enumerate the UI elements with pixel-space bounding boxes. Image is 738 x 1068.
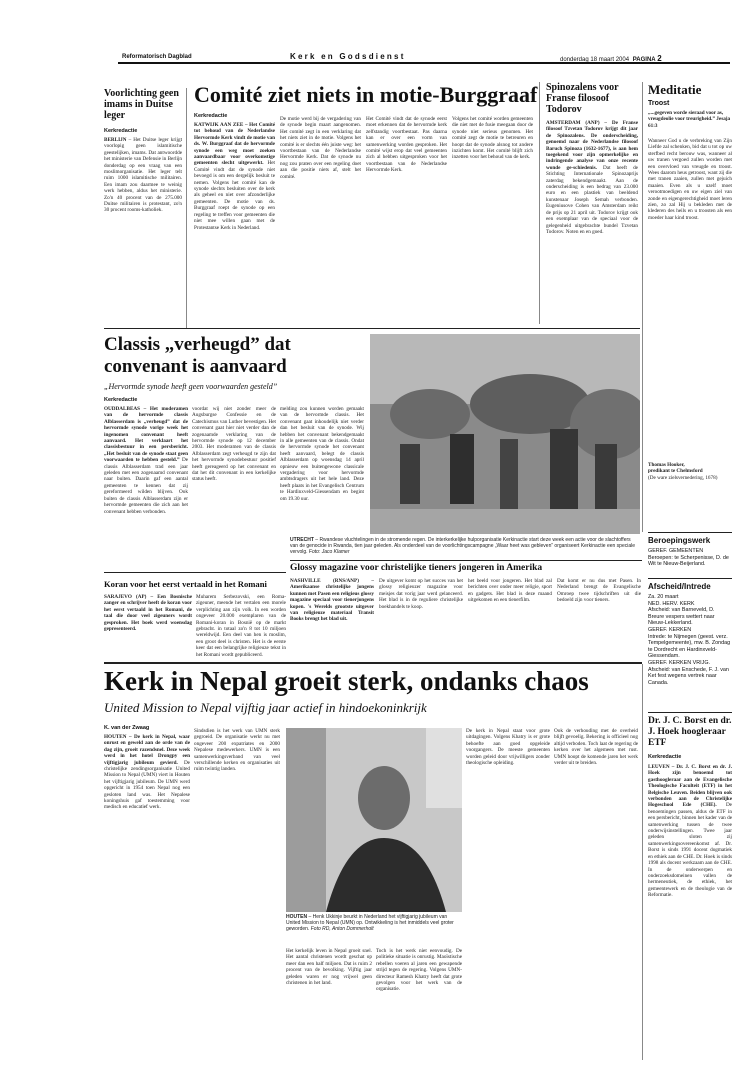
col-divider: [186, 88, 187, 328]
borst-kicker: Kerkredactie: [648, 754, 682, 760]
nepal-col-3: Het kerkelijk leven in Nepal groeit snel. Het aantal christenen wordt geschat op meer dan een half miljoen. Dat is ruim 2 procent van de bevolking. Vijftig jaar geleden waren er nog vrijwel geen christenen in het land.: [286, 948, 372, 987]
glossy-col-4: Dat komt er nu dus met Pasen. In Nederland brengt de Evangelische Omroep twee tijdschriften uit die bedoeld zijn voor tieners.: [557, 578, 641, 604]
nepal-photo-caption-text: – Henk Ukkinje beurkt in Nederland het vijftigjarig jubileum van United Mission to Nepal (UMN) op. Ontwikkeling is het inmiddels veel groter geworden.: [286, 914, 454, 932]
koran-col-2: [196, 594, 286, 658]
nepal-col-6: Ook de verhouding met de overheid blijft gevoelig. Bekering is officieel nog altijd verboden. Toch laat de regering de kerken over het algemeen met rust. UMN hoopt de komende jaren het werk verder uit te breiden.: [554, 728, 638, 767]
borst-rule: [648, 712, 732, 713]
afscheid-entry: Intrede: te Nijmegen (geest. verz. Tempelgemeente), mw. B. Zondag te Dordrecht en Hardinxveld-Giessendam.: [648, 633, 731, 660]
glossy-col-3: het beeld voor jongeren. Het blad zal berichten over onder meer religie, sport en gadgets. Het blad is deze maand uitgekomen en een tienerfilm.: [468, 578, 552, 604]
borst-lead: – Dr. J. C. Borst en dr. J. Hoek zijn benoemd tot gasthoogleraar aan de Evangelische Theologische Faculteit (ETF) in het Belgische Leuven. Beiden blijven ook verbonden aan de Christelijke Hogeschool Ede (CHE).: [648, 764, 732, 809]
afscheid-entry: NED. HERV. KERK: [648, 600, 695, 607]
afscheid-body: [648, 594, 732, 686]
glossy-col-2: De uitgever komt op het succes van het glossy religieuzer magazine voor meisjes dat vorig jaar werd gelanceerd. Het blad is in de reguliere christelijke boekhandels te koop.: [379, 578, 463, 610]
spinoza-article: [546, 82, 638, 324]
glossy-headline: Glossy magazine voor christelijke tieners jongeren in Amerika: [290, 563, 543, 573]
nepal-body-1: De christelijke zendingsorganisatie United Mission to Nepal (UMN) viert in Houten het vijftigjarig jubileum. De UMN werd opgericht in 1954 toen Nepal nog een gesloten land was. Het Nepalese koningshuis gaf toestemming voor medisch en educatief werk.: [104, 759, 190, 811]
borst-body-1: De benoemingen passen, aldus de ETF in een persbericht, binnen het kader van de samenwerking tussen de twee onderwijsinstellingen. Twee jaar geleden sloten zij samenwerkingsovereenkomst af.: [648, 802, 732, 847]
main-headline: Comité ziet niets in motie-Burggraaf: [194, 82, 538, 107]
section-rule: [290, 560, 642, 561]
classis-body-1: De classis Alblasserdam trad een jaar geleden met een zogenaamd convenant naar buiten. Daarin gaf een aantal gemeenten te kennen dat zij gereformeerd wilden blijven. Ook buiten de classis Alblasserdam zijn er hervormde gemeenten die zich aan het convenant hebben verbonden.: [104, 457, 188, 515]
spinoza-body: [546, 120, 638, 324]
glossy-lead: – Amerikaanse christelijke jongens kunnen met Pasen een religieus glossy magazine speciaal voor tienerjongens kopen. 's Werelds grootste uitgever van religieuze materiaal Transit Books brengt het blad uit.: [290, 578, 374, 623]
left-article-dateline: BERLIJN: [104, 137, 127, 143]
afscheid-entry: Afscheid: van Barneveld, D. Breure vespers wettert naar Nieuw-Lekkerland.: [648, 607, 715, 627]
rwanda-caption-credit: Foto: Jaco Klamer: [308, 549, 350, 555]
borst-body-3: In de onderwerpen en onderzoeksdomeinen vallen de hermeneutiek, de ethiek, het gemeentewerk en de theologie van de Reformatie.: [648, 866, 732, 899]
main-col-2: De motie werd bij de vergadering van de synode begin maart aangenomen. Het comité zegt in een verklaring dat het niets ziet in de motie. Volgens het comité is er slechts één juiste weg: het voortbestaan van de Nederlandse Hervormde Kerk. Dat de synode nu nog zou praten over een regeling doet aan die positie niets af, stelt het comité.: [280, 116, 361, 180]
classis-col-1: [104, 406, 188, 568]
main-dateline: KATWIJK AAN ZEE: [194, 122, 244, 128]
rwanda-caption-text: – Rwandese vluchtelingen in de stromende regen. De interkerkelijke hulporganisatie Kerkinactie start deze week een actie voor de slachtoffers van de genocide in Rwanda, tien jaar geleden. Als onderdeel van de voorlichtingscampagne „Waar heet was gebleven” organiseert Kerkinactie een speciale vervolg.: [290, 537, 636, 555]
afscheid-date: Za. 20 maart: [648, 594, 679, 600]
rwanda-photo-image: [370, 334, 640, 534]
col-divider: [539, 82, 540, 324]
rwanda-photo: [370, 334, 640, 534]
nepal-col-5: De kerk in Nepal staat voor grote uitdagingen. Volgens Khatry is er grote behoefte aan goed opgeleide voorgangers. De meeste gemeenten worden geleid door vrijwilligers zonder theologische opleiding.: [466, 728, 550, 767]
classis-col-2: voordat wij niet zonder meer de Augsburgse Confessie en de Catechismus van Luther bevestigen. Het convenant gaat hier niet verder dan de zogenaamde verklaring van de hervormde synode op 12 december 2003. Het moderamen van de classis Alblasserdam zegt verheugd te zijn dat het hervormde synodebestuur positief heeft gereageerd op het convenant en dat het dit convenant in een kerkelijke status heeft.: [192, 406, 276, 483]
main-kicker: Kerkredactie: [194, 113, 228, 119]
classis-lead: – Het moderamen van de hervormde classis Alblasserdam is „verheugd” dat de hervormde synode vorige week het ingenomen convenant heeft aanvaard. Het verklaart het classisbestuur in een persbericht. „Het besluit van de synode staat geen voorwaarden te hebben gesteld.”: [104, 406, 188, 464]
masthead-date: [560, 54, 662, 63]
borst-body-2: Dr. Borst is sinds 1991 docent dogmatiek en ethiek aan de CHE. Dr. Hoek is sinds 1998 als docent werkzaam aan de CHE.: [648, 840, 732, 867]
left-article-body: [104, 137, 182, 214]
spinoza-dateline: AMSTERDAM (ANP): [546, 120, 600, 126]
masthead-paper-name: Reformatorisch Dagblad: [122, 54, 192, 60]
masthead-page-label: PAGINA: [632, 57, 656, 63]
afscheid-entry: GEREF. KERKEN: [648, 626, 692, 633]
col-divider: [642, 664, 643, 1060]
rwanda-caption-kicker: UTRECHT: [290, 537, 314, 543]
afscheid-entry: Afscheid: van Enschede, F. J. van Ket fest wegens vertrek naar Canada.: [648, 666, 729, 686]
borst-article: [648, 712, 732, 1062]
nepal-photo-caption: [286, 914, 462, 944]
nepal-dateline: HOUTEN: [104, 734, 127, 740]
nepal-lead: – De kerk in Nepal, waar onrust en geweld aan de orde van de dag zijn, groeit razendsnel. Deze week werd in het hotel Drongpy een vijftigjarig jubileum gevierd.: [104, 734, 190, 766]
classis-kicker: Kerkredactie: [104, 397, 138, 403]
main-col-4: Volgens het comité worden gemeenten die niet met de fusie meegaan door de synode niet serieus genomen. Het comité zegt de motie te betreuren en hoopt dat de synode alsnog tot andere inzichten komt. Het comité blijft zich inzetten voor het behoud van de kerk.: [452, 116, 533, 161]
left-article-kicker: Kerkredactie: [104, 128, 138, 134]
borst-body: [648, 764, 732, 1060]
main-col-1: [194, 122, 275, 324]
classis-body-3: melding zou kunnen worden gemaakt van de hervormde classis. Het convenant gaat inhoudelijk niet verder dan het besluit van de synode. Wij hebben het convenant bekendgemaakt in alle gemeenten van de classis.: [280, 406, 364, 445]
beroep-body: [648, 548, 732, 568]
glossy-col-1: [290, 578, 374, 658]
borst-dateline: LEUVEN: [648, 764, 670, 770]
main-body-1: Het Comité vindt dat de synode niet bevoegd is om een dergelijk besluit te nemen. Volgens het comité kan de synode slechts besluiten over de kerk als geheel en niet over afzonderlijke gemeenten. De motie van ds. Burggraaf roept de synode op een regeling te treffen voor gemeenten die niet mee willen gaan met de Protestantse Kerk in Nederland.: [194, 160, 275, 231]
nepal-col-4: Toch is het werk niet eenvoudig. De politieke situatie is onrustig. Maoïstische rebellen voeren al jaren een gewapende strijd tegen de regering. Volgens UMN-directeur Ramesh Khatry heeft dat grote gevolgen voor het werk van de organisatie.: [376, 948, 462, 993]
meditatie-body: Wanneer God u de verbreking van Zijn Liefde zal schenken, bid dat u tot op uw sterfbed recht berouw was, wanneer al uw tranen vergoed zullen worden met een overvloed van vreugde en troost. Wees daarom heus getroost, want zij die met tranen zaaien, zullen met gejuich maaien. Even als u uzelf moet verootmoedigen en uw eigen ziel van zonde en eigengerechtigheid moet leren zien, zo zal Hij u bekleden met de klederen des heils en u troosten als een moeder haar kind troost.: [648, 138, 732, 221]
meditatie-title: Meditatie: [648, 82, 702, 97]
nepal-headline: Kerk in Nepal groeit sterk, ondanks chaos: [104, 666, 589, 696]
classis-subhead: „Hervormde synode heeft geen voorwaarden gesteld”: [104, 382, 278, 391]
spinoza-text: Dat heeft de Stichting Internationale Spinozaprijs zaterdag bekendgemaakt. Aan de onderscheiding is een bedrag van 23.000 euro en een plastiek van beeldend kunstenaar Joseph Semah verbonden. Eugeniusove Cohen van Amsterdam reikt de prijs op 21 april uit. Todorov krijgt ook een exemplaar van de speciaal voor de gelegenheid uitgebrachte bundel Tzvetan Todorov. Noten en en goed.: [546, 164, 638, 235]
masthead: [0, 0, 738, 70]
main-col-3: Het Comité vindt dat de synode eerst moet erkennen dat de hervormde kerk zelfstandig voortbestaat. Pas daarna kan er over een vorm van samenwerking worden gesproken. Het comité wijst erop dat veel gemeenten zich al hebben uitgesproken voor het voortbestaan van de Nederlandse Hervormde Kerk.: [366, 116, 447, 174]
section-rule: [104, 572, 286, 573]
beroep-rule: [648, 532, 732, 533]
meditatie-verse: „...gegeven worde sieraad voor as, vreugdeolie voor treurigheid.” Jesaja 61:3: [648, 110, 731, 129]
koran-lead: – Een Bosnische zanger en schrijver heeft de koran voor het eerst vertaald in het Romani, de taal die door veel zigeuners wordt gesproken. Het boek werd woensdag gepresenteerd.: [104, 594, 192, 633]
col-divider: [642, 82, 643, 532]
classis-headline: [104, 334, 304, 378]
meditatie-signature-role: predikant te Chelmsford: [648, 468, 703, 475]
beroep-title: Beroepingswerk: [648, 536, 711, 545]
nepal-photo-caption-kicker: HOUTEN: [286, 914, 308, 920]
masthead-section: K e r k e n G o d s d i e n s t: [290, 52, 404, 61]
nepal-photo-credit: Foto RD, Anton Dommerholt: [310, 926, 374, 932]
section-rule: [104, 662, 642, 664]
rwanda-caption: [290, 537, 640, 559]
koran-body-2: in totaal zo'n 8 tot 10 miljoen wereldwijd. Een deel van hen is moslim, een groot deel is christen. Het is de eerste keer dat een belangrijke religieuze tekst in het Romani wordt gepubliceerd.: [196, 626, 286, 658]
meditatie-signature: [648, 462, 732, 481]
beroep-line-1: GEREF. GEMEENTEN: [648, 548, 704, 554]
left-article: [104, 88, 182, 328]
nepal-author: K. van der Zwaag: [104, 725, 150, 731]
meditatie-source: (De ware zielsvernedering, 1678): [648, 474, 718, 481]
koran-headline: Koran voor het eerst vertaald in het Romani: [104, 579, 267, 589]
nepal-col-2: Sindsdien is het werk van UMN sterk gegroeid. De organisatie werkt nu met ongeveer 200 expatriates en 2000 Nepalese medewerkers. UMN is een samenwerkingsverband van veel verschillende kerken en organisaties uit ruim twintig landen.: [194, 728, 280, 773]
masthead-date-text: donderdag 18 maart 2004: [560, 57, 630, 63]
classis-headline-line-1: Classis „verheugd” dat: [104, 334, 291, 355]
afscheid-title: Afscheid/Intrede: [648, 582, 711, 591]
nepal-photo: [286, 728, 462, 912]
koran-col-1: [104, 594, 192, 658]
borst-headline: Dr. J. C. Borst en dr. J. Hoek hoogleraar ETF: [648, 716, 732, 748]
glossy-dateline: NASHVILLE (RNS/ANP): [290, 578, 359, 584]
left-article-headline: Voorlichting geen imams in Duitse leger: [104, 88, 179, 121]
meditatie-subtitle: Troost: [648, 100, 670, 107]
meditatie: [648, 82, 732, 522]
nepal-photo-image: [286, 728, 462, 912]
beroep-line-2: Beroepen: te Scherpenisse, D. de Wit te Nieuw-Beijerland.: [648, 554, 729, 568]
afscheid-entry: GEREF. KERKEN VRIJG.: [648, 659, 711, 666]
koran-dateline: SARAJEVO (AP): [104, 594, 147, 600]
classis-body-4: Ondat de hervormde synode het convenant heeft aanvaard, belegt de classis Alblasserdam op woensdag 14 april opnieuw een buitengewone classicale vergadering voor hervormde ambtsdragers uit het hele land. Deze heeft plaats in het Evangelisch Centrum te Hardinxveld-Giessendam en begint om 19.30 uur.: [280, 438, 364, 502]
afscheid-rule: [648, 578, 732, 579]
masthead-page-number: 2: [657, 54, 662, 63]
main-lead: – Het Comité tot behoud van de Nederlandse Hervormde Kerk vindt de motie van ds. W. Burggraaf dat de hervormde synode een weg moet zoeken aanvaardbaar voor overkomstige gemeenten slecht uitgewerkt.: [194, 122, 275, 167]
spinoza-headline: Spinozalens voor Franse filosoof Todorov: [546, 82, 619, 115]
classis-dateline: OUDDALBEAS: [104, 406, 141, 412]
spinoza-lead: – De Franse filosoof Tzvetan Todorov krijgt dit jaar de Spinozalens. De onderscheiding, genoemd naar de Nederlandse filosoof Baruch Spinoza (1632-1677), is aan hem toegekend voor zijn opmerkelijke en indringende analyse van onze recente wonde ge-schiedenis.: [546, 120, 638, 171]
nepal-col-1: [104, 734, 190, 1060]
nepal-subhead: United Mission to Nepal vijftig jaar actief in hindoekoninkrijk: [104, 700, 427, 715]
left-article-text: – Het Duitse leger krijgt voorlopig geen islamitische geestelijken, imams. Dat antwoordde het ministerie van Defensie in Berlijn donderdag op een vraag van een moslimorganisatie. Het leger telt ruim 1000 islamitische militairen. Een imam zou daarmee te weinig werk hebben, aldus het ministerie. Zo'n 40 procent van de 275.000 Duitse militairen is protestant, zo'n 30 procent rooms-katholiek.: [104, 137, 183, 214]
meditatie-signature-name: Thomas Hooker,: [648, 462, 685, 468]
koran-body-1: Muharem Serbezovski, een Roma-zigeuner, meende het vertalen een morele verplichting aan zijn volk. In een worden ongeveer 20.000 exemplaren van de Romani-koran in Bosnië op de markt gebracht.: [196, 594, 286, 633]
classis-headline-line-2: convenant is aanvaard: [104, 356, 287, 377]
section-rule: [104, 328, 640, 329]
